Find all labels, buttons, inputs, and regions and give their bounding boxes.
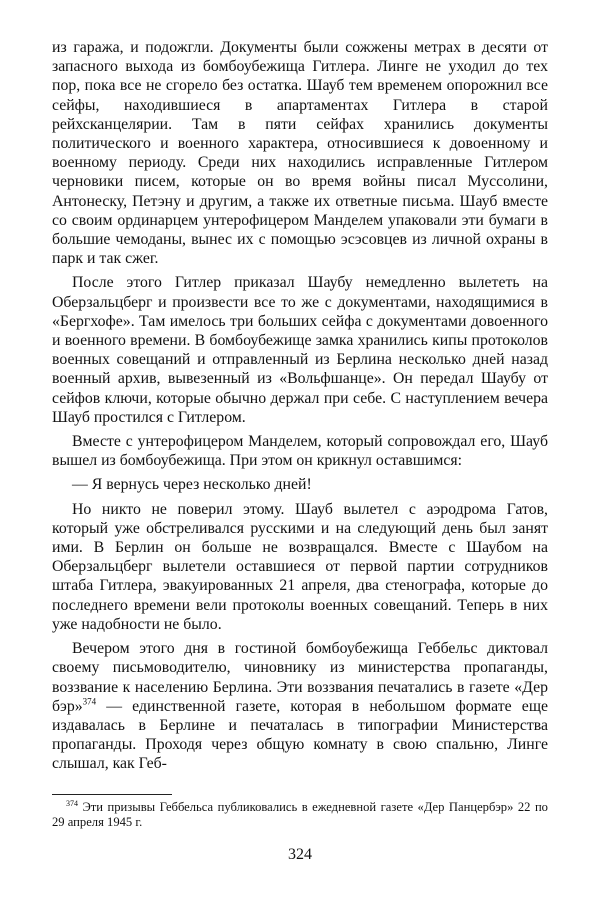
paragraph-6-text-before: Вечером этого дня в гостиной бомбоубежища Геббельс диктовал своему письмоводителю, чиновнику из министерства пропаганды, воззвание к населению Берлина. Эти воззвания печатались в газете «Дер бэр» bbox=[52, 640, 548, 715]
footnote bbox=[52, 800, 548, 830]
page-number: 324 bbox=[288, 846, 312, 863]
footnote-number: 374 bbox=[66, 798, 78, 808]
paragraph-1: из гаража, и подожгли. Документы были сожжены метрах в десяти от запасного выхода из бомбоубежища Гитлера. Линге не уходил до тех пор, пока все не сгорело без остатка. Шауб тем временем опорожнил все сейфы, находившиеся в апартаментах Гитлера в старой рейхсканцелярии. Там в пяти сейфах хранились документы политического и военного характера, относившиеся к довоенному и военному периоду. Среди них находились исправленные Гитлером черновики писем, которые он во время войны писал Муссолини, Антонеску, Петэну и другим, а также их ответные письма. Шауб вместе со своим ординарцем унтерофицером Манделем упаковали эти бумаги в большие чемоданы, вынес их с помощью эсэсовцев из личной охраны в парк и так сжег. bbox=[52, 39, 548, 268]
paragraph-6-text-after: — единственной газете, которая в небольшом формате еще издавалась в Берлине и печаталась в типографии Министерства пропаганды. Проходя через общую комнату в свою спальню, Линге слышал, как Геб- bbox=[52, 697, 548, 773]
paragraph-5: Но никто не поверил этому. Шауб вылетел с аэродрома Гатов, который уже обстреливался русскими и на следующий день был занят ими. В Берлин он больше не возвращался. Вместе с Шаубом на Оберзальцберг вылетели оставшиеся от первой партии сотрудников штаба Гитлера, эвакуированных 21 апреля, два стенографа, которые до последнего времени вели протоколы военных совещаний. Теперь в них уже надобности не было. bbox=[52, 500, 548, 633]
footnote-divider bbox=[52, 794, 172, 795]
paragraph-3: Вместе с унтерофицером Манделем, который сопровождал его, Шауб вышел из бомбоубежища. При этом он крикнул оставшимся: bbox=[52, 433, 548, 470]
paragraph-2: После этого Гитлер приказал Шаубу немедленно вылететь на Оберзальцберг и произвести все то же с документами, находящимися в «Бергхофе». Там имелось три больших сейфа с документами довоенного и военного времени. В бомбоубежище замка хранились кипы протоколов военных совещаний и отправленный из Берлина несколько дней назад военный архив, вывезенный из «Вольфшанце». Он передал Шаубу от сейфов ключи, которые обычно держал при себе. С наступлением вечера Шауб простился с Гитлером. bbox=[52, 274, 548, 426]
paragraph-6 bbox=[52, 639, 548, 773]
footnote-reference[interactable]: 374 bbox=[82, 696, 97, 707]
paragraph-4-dialogue: — Я вернусь через несколько дней! bbox=[72, 476, 312, 494]
page-body bbox=[52, 38, 548, 774]
footnote-text: Эти призывы Геббельса публиковались в ежедневной газете «Дер Панцербэр» 22 по 29 апреля 1945 г. bbox=[52, 800, 548, 829]
